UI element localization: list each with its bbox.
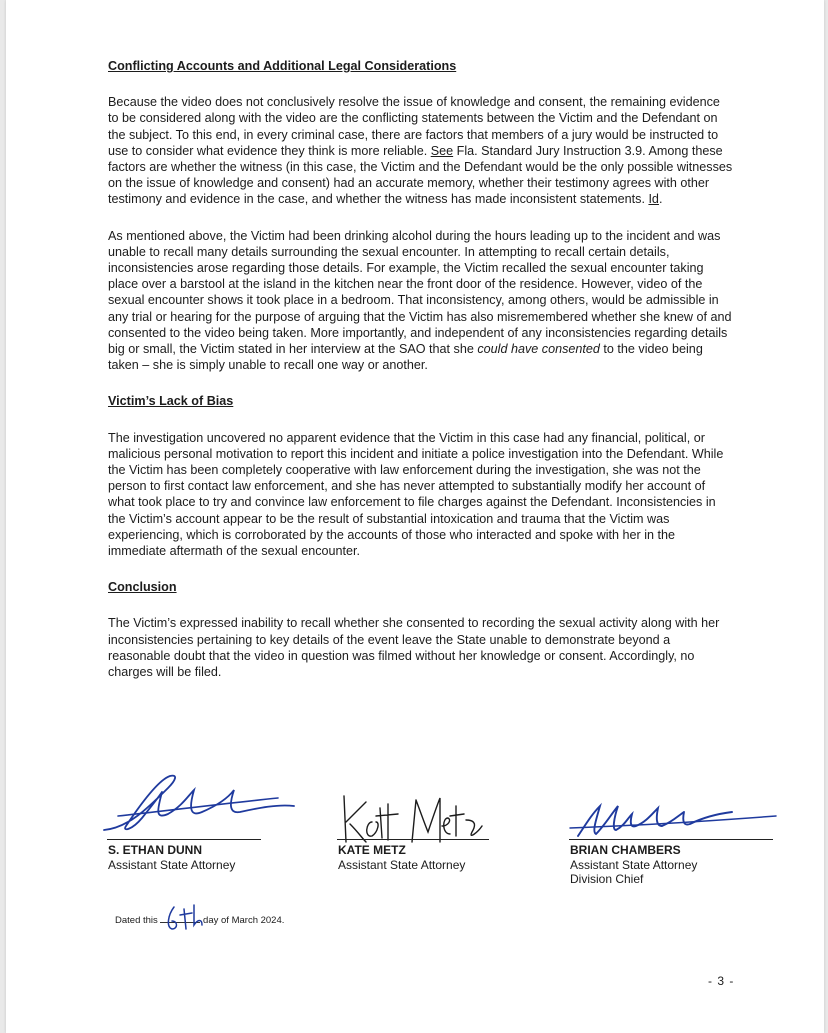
signer-title-secondary: Division Chief bbox=[570, 872, 644, 886]
dated-suffix: day of March 2024. bbox=[200, 915, 285, 926]
section-heading-conclusion: Conclusion bbox=[108, 580, 177, 595]
section-heading-lack-of-bias: Victim’s Lack of Bias bbox=[108, 394, 234, 409]
signature-block-metz bbox=[338, 843, 465, 872]
signer-title: Assistant State Attorney bbox=[570, 857, 698, 872]
dated-prefix: Dated this bbox=[115, 915, 161, 926]
signer-title: Assistant State Attorney bbox=[338, 857, 466, 872]
signer-name: S. ETHAN DUNN bbox=[108, 843, 203, 857]
signature-block-chambers bbox=[570, 843, 697, 887]
signature-line-dunn bbox=[107, 839, 261, 840]
signature-block-dunn bbox=[108, 843, 235, 872]
paragraph-conclusion: The Victim’s expressed inability to recall whether she consented to recording the sexual activity along with her inconsistencies pertaining to key details of the event leave the State unable to demonstrate beyond a reasonable doubt that the video in question was filmed without her knowledge or consent. Accordingly, no charges will be filed. bbox=[108, 616, 720, 680]
paragraph-conflicting-statements: Because the video does not conclusively resolve the issue of knowledge and consent, the remaining evidence to be considered along with the video are the conflicting statements between the Victim and the Defendant on the subject. To this end, in every criminal case, there are factors that members of a jury would be instructed to use to consider what evidence they think is more reliable. See Fla. Standard Jury Instruction 3.9. Among these factors are whether the witness (in this case, the Victim and the Defendant would be the only possible witnesses on the issue of knowledge and consent) had an accurate memory, whether their testimony agrees with other testimony and evidence in the case, and whether the witness has made inconsistent statements. Id. bbox=[108, 95, 733, 207]
paragraph-lack-of-bias: The investigation uncovered no apparent evidence that the Victim in this case had any financial, political, or malicious personal motivation to report this incident and initiate a police investigation into the Defendant. While the Victim has been completely cooperative with law enforcement during the investigation, she was not the person to first contact law enforcement, and she has never attempted to substantially modify her account of what took place to try and convince law enforcement to file charges against the Defendant. Inconsistencies in the Victim’s account appear to be the result of substantial intoxication and trauma that the Victim was experiencing, which is corroborated by the accounts of those who interacted and spoke with her in the immediate aftermath of the sexual encounter. bbox=[108, 430, 724, 559]
signature-line-chambers bbox=[569, 839, 773, 840]
signature-chambers-handwritten bbox=[566, 796, 780, 844]
signature-dunn-handwritten bbox=[98, 768, 298, 838]
page-number: - 3 - bbox=[708, 974, 735, 988]
document-body bbox=[108, 58, 733, 680]
paragraph-inconsistencies: As mentioned above, the Victim had been drinking alcohol during the hours leading up to the incident and was unable to recall many details surrounding the sexual encounter. In attempting to recall certain details, inconsistencies arose regarding those details. For example, the Victim recalled the sexual encounter taking place over a barstool at the island in the kitchen near the front door of the residence. However, video of the sexual encounter shows it took place in a bedroom. That inconsistency, among others, would be admissible in any trial or hearing for the purpose of arguing that the Victim has also misremembered whether she knew of and consented to the video being taken. More importantly, and independent of any inconsistencies regarding details big or small, the Victim stated in her interview at the SAO that she could have consented to the video being taken – she is simply unable to recall one way or another. bbox=[108, 228, 732, 373]
signer-title: Assistant State Attorney bbox=[108, 857, 236, 872]
signer-name: KATE METZ bbox=[338, 843, 406, 857]
document-page bbox=[6, 0, 824, 1033]
handwritten-day bbox=[164, 901, 208, 933]
section-heading-conflicting-accounts: Conflicting Accounts and Additional Legal Considerations bbox=[108, 59, 457, 73]
signature-line-metz bbox=[337, 839, 489, 840]
signer-name: BRIAN CHAMBERS bbox=[570, 843, 681, 857]
